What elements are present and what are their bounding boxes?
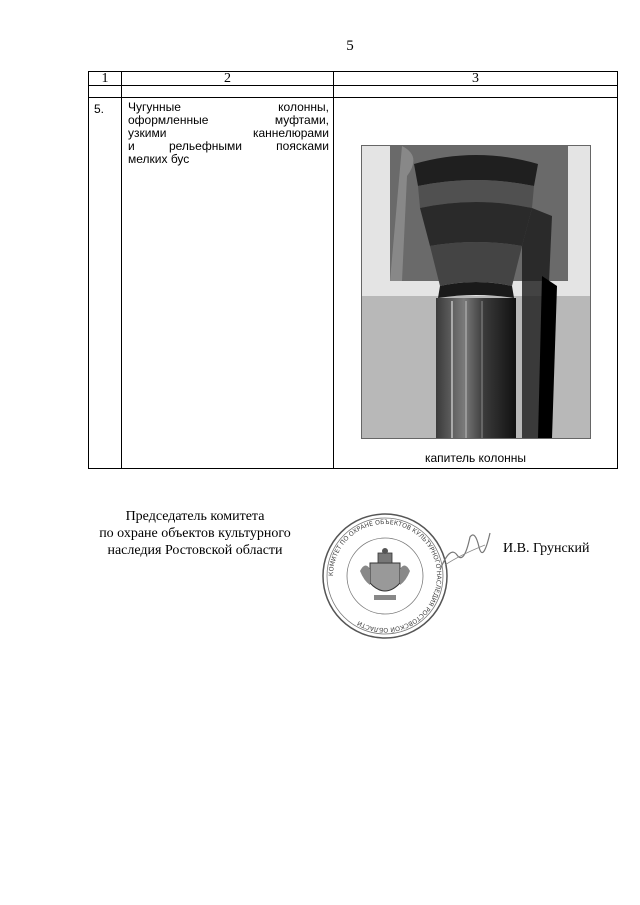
row-description — [122, 98, 333, 166]
photo-caption: капитель колонны — [424, 451, 527, 465]
seal-text: КОМИТЕТ ПО ОХРАНЕ ОБЪЕКТОВ КУЛЬТУРНОГО НАСЛЕДИЯ РОСТОВСКОЙ ОБЛАСТИ — [327, 518, 443, 634]
row-photo-cell — [334, 98, 618, 469]
row-number: 5. — [89, 98, 122, 469]
description-line: мелких бус — [128, 152, 190, 166]
handwritten-signature — [435, 525, 495, 575]
description-line: Чугунные колонны, — [128, 100, 329, 114]
signatory-title-line: наследия Ростовской области — [107, 543, 283, 558]
objects-table — [88, 71, 618, 469]
signatory-title-line: по охране объектов культурного — [99, 526, 291, 541]
signatory-title-line: Председатель комитета — [125, 509, 265, 524]
table-spacer-row — [89, 86, 618, 98]
header-col-3: 3 — [334, 72, 618, 86]
official-seal-stamp — [320, 511, 450, 641]
header-col-2: 2 — [122, 72, 334, 86]
signatory-name: И.В. Грунский — [503, 541, 590, 556]
table-row — [89, 98, 618, 469]
header-col-1: 1 — [89, 72, 122, 86]
table-header-row — [89, 72, 618, 86]
coat-of-arms-icon — [360, 548, 410, 600]
signatory-title — [80, 508, 310, 559]
column-capital-photo — [361, 145, 591, 439]
description-line: узкими каннелюрами — [128, 126, 329, 140]
column-capital-image — [362, 146, 590, 438]
description-line: и рельефными поясками — [128, 139, 329, 153]
row-description-cell — [122, 98, 334, 469]
page-number: 5 — [346, 38, 354, 54]
description-line: оформленные муфтами, — [128, 113, 329, 127]
